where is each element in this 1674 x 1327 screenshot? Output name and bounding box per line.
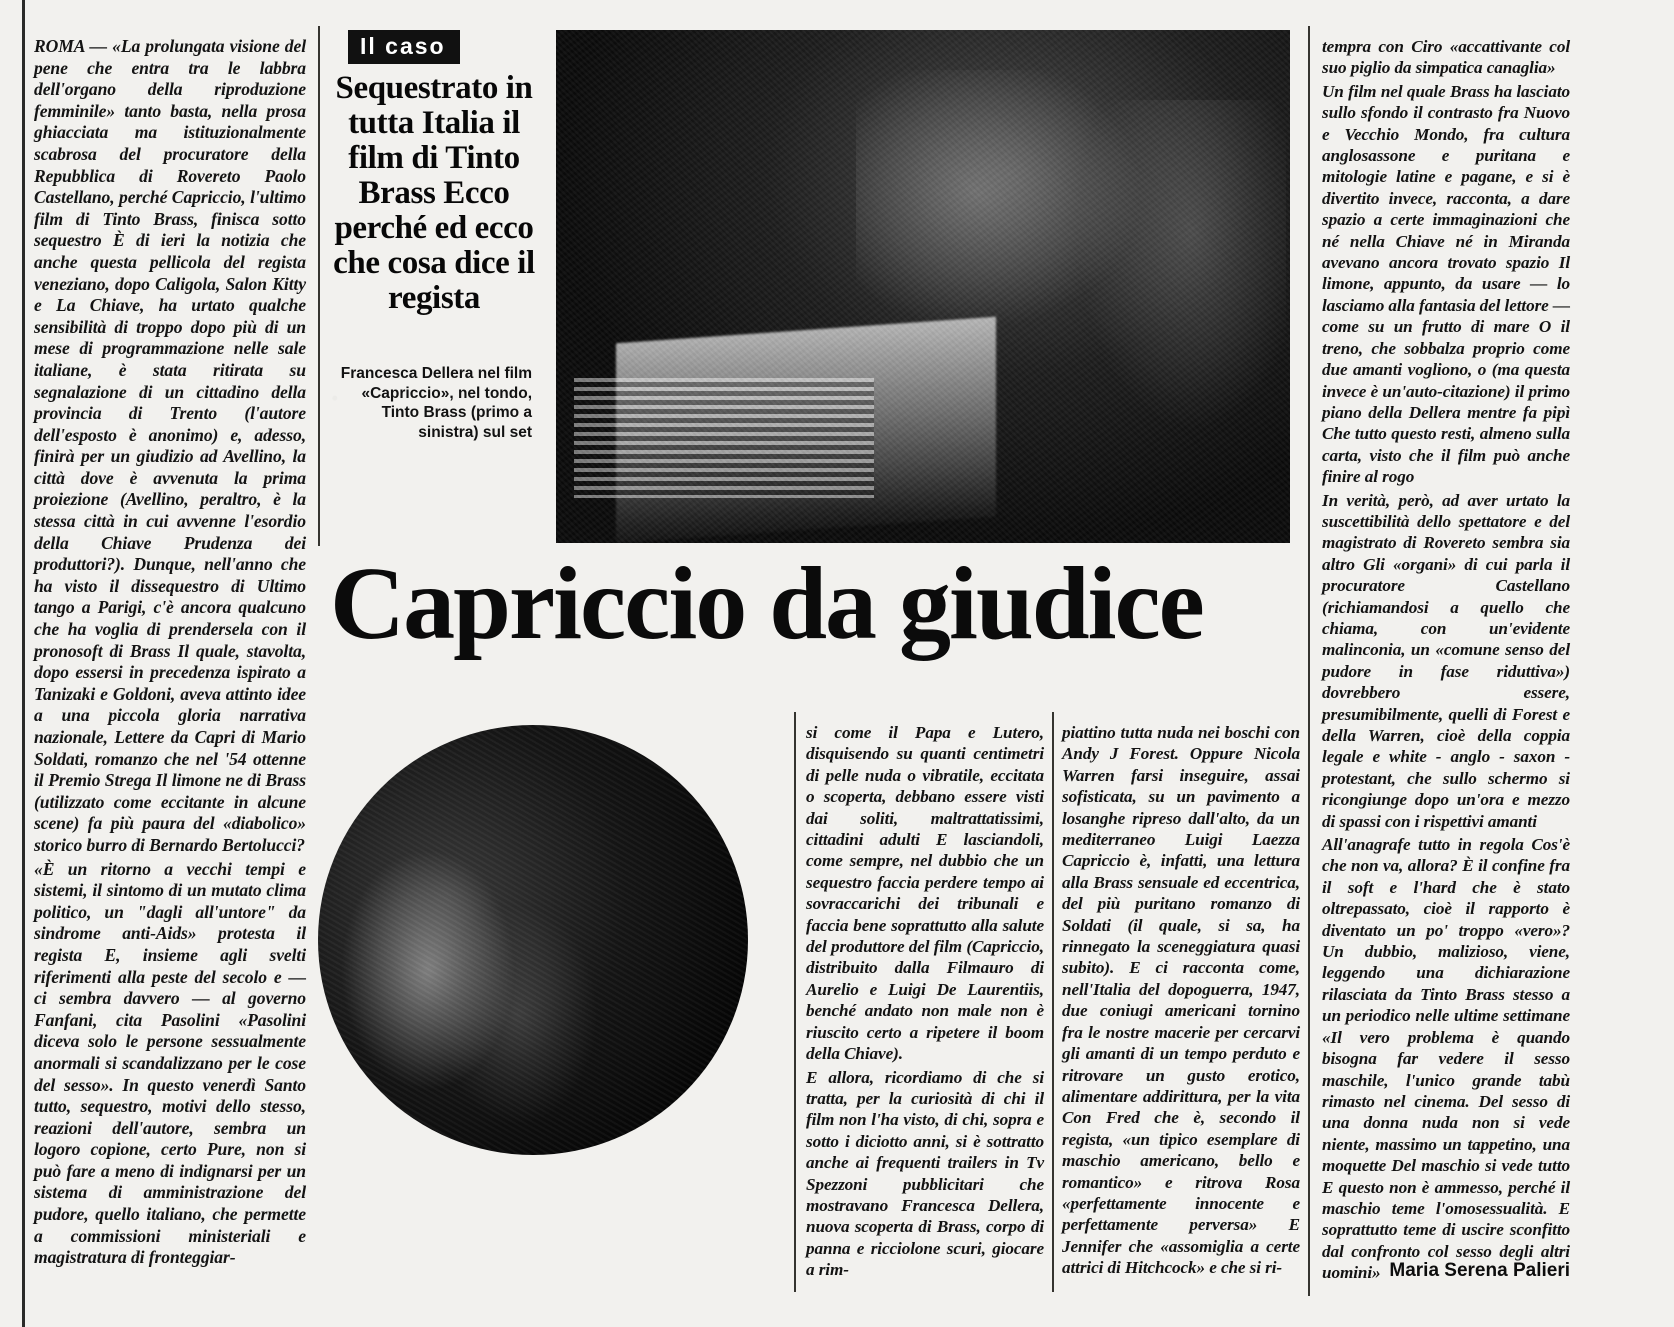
col1-paragraph-1: ROMA — «La prolungata visione del pene che entra tra le labbra dell'organo della riproduzione femminile» tanto basta, nella prosa ghiacciata ma istituzionalmente scabrosa del procuratore della Repubblica di Rovereto Paolo Castellano, perché Capriccio, l'ultimo film di Tinto Brass, finisca sotto sequestro È di ieri la notizia che anche questa pellicola del regista veneziano, dopo Caligola, Salon Kitty e La Chiave, ha urtato qualche sensibilità di troppo dopo più di un mese di programmazione nelle sale italiane, è stata ritirata su segnalazione di un cittadino della provincia di Trento (l'autore dell'esposto è anonimo) e, adesso, finirà per un giudizio ad Avellino, la città dove è avvenuta la prima proiezione (Avellino, peraltro, è la stessa città in cui avvenne l'esordio della Chiave Prudenza dei produttori?). Dunque, nell'anno che ha visto il dissequestro di Ultimo tango a Parigi, c'è ancora qualcuno che ha voglia di prendersela con il pronosoft di Brass Il quale, stavolta, dopo essersi in precedenza ispirato a Tanizaki e Goldoni, aveva attinto idee a una piccola gloria narrativa nazionale, Lettere da Capri di Mario Soldati, romanzo che nel '54 ottenne il Premio Strega Il limone ne di Brass (utilizzato come eccitante in alcune scene) fa più paura del «diabolico» storico burro di Bernardo Bertolucci? (34, 36, 306, 855)
article-column-four (1062, 722, 1300, 1287)
column-divider-1 (318, 26, 320, 546)
col3-paragraph-2: E allora, ricordiamo di che si tratta, per la curiosità di chi il film non l'ha visto, di chi, sopra e sotto i diciotto anni, si è sottratto anche ai frequenti trailers in Tv Spezzoni pubblicitari che mostravano Francesca Dellera, nuova scoperta di Brass, corpo di panna e ricciolone scuri, giocare a rim- (806, 1067, 1044, 1280)
photo-caption: Francesca Dellera nel film «Capriccio», nel tondo, Tinto Brass (primo a sinistra) sul set (340, 365, 532, 441)
column-divider-3 (794, 712, 796, 1292)
photo-grain-overlay (556, 30, 1290, 543)
column-divider-4 (1052, 712, 1054, 1292)
round-photo-grain-overlay (318, 725, 748, 1155)
col3-paragraph-1: si come il Papa e Lutero, disquisendo su quanti centimetri di pelle nuda o vibratile, eccitata o scoperta, debbano essere visti dai soliti, maltrattatissimi, cittadini adulti E lasciandoli, come sempre, nel dubbio che un sequestro faccia perdere tempo ai sovraccarichi dei tribunali e faccia bene soprattutto alla salute del produttore del film (Capriccio, distribuito dalla Filmauro di Aurelio e Luigi De Laurentiis, benché andato non male non è riuscito certo a ripetere il boom della Chiave). (806, 723, 1044, 1064)
col4-paragraph-1: piattino tutta nuda nei boschi con Andy J Forest. Oppure Nicola Warren farsi inseguire, assai sofisticata, su un pavimento a losanghe ripreso dall'alto, da un mediterraneo Luigi Laezza Capriccio è, infatti, una lettura alla Brass sensuale ed eccentrica, del più puritano romanzo di Soldati (il quale, si sa, ha rinnegato la sceneggiatura quasi subito). E ci racconta come, nell'Italia del dopoguerra, 1947, due coniugi americani tornino fra le nostre macerie per cercarvi gli amanti di un tempo perduto e ritrovare un gusto erotico, alimentare addirittura, per la vita Con Fred che è, secondo il regista, «un tipico esemplare di maschio americano, bello e romantico» e ritrova Rosa «perfettamente innocente e perfettamente perversa» E Jennifer che «assomiglia a certe attrici di Hitchcock» e che si ri- (1062, 723, 1300, 1278)
col5-paragraph-3: In verità, però, ad aver urtato la suscettibilità dello spettatore e del magistrato di Rovereto sembra sia altro Gli «organi» di cui parla il procuratore Castellano (richiamandosi a quello che chiama, con un'evidente malinconia, un «comune senso del pudore in fase riduttiva») dovrebbero essere, presumibilmente, quelli di Forest e della Warren, cioè della coppia legale e white - anglo - saxon - protestant, che sullo schermo si ricongiunge dopo un'ora e mezzo di spassi con i rispettivi amanti (1322, 490, 1570, 831)
main-photo (556, 30, 1290, 543)
col5-paragraph-1: tempra con Ciro «accattivante col suo piglio da simpatica canaglia» (1322, 37, 1570, 78)
article-column-one (34, 36, 306, 1286)
article-column-three (806, 722, 1044, 1287)
article-byline: Maria Serena Palieri (1389, 1260, 1570, 1281)
kicker-label: Il caso (348, 30, 460, 64)
inset-round-photo (318, 725, 748, 1155)
page-left-rule (22, 0, 25, 1327)
caso-block (330, 30, 538, 442)
col5-paragraph-4: All'anagrafe tutto in regola Cos'è che non va, allora? È il confine fra il soft e l'hard che è stato oltrepassato, cioè il rapporto è diventato un po' troppo «vero»? Un dubbio, malizioso, viene, leggendo una dichiarazione rilasciata da Tinto Brass stesso a un periodico nelle ultime settimane «Il vero problema è quando bisogna far vedere il sesso maschile, l'unico grande tabù rimasto nel cinema. Del sesso di una donna nuda non si vede niente, massimo un tappetino, una moquette Del maschio si vede tutto E questo non è ammesso, perché il maschio teme l'omosessualità. E soprattutto teme di uscire sconfitto dal confronto col sesso degli altri uomini» (1322, 835, 1570, 1283)
col1-paragraph-2: «È un ritorno a vecchi tempi e sistemi, il sintomo di un mutato clima politico, un "dagli all'untore" da sindrome anti-Aids» protesta il regista E, insieme agli svelti riferimenti alla peste del secolo e — ci sembra davvero — al governo Fanfani, cita Pasolini «Pasolini diceva solo le persone sessualmente anormali si scandalizzano per le cose del sesso». In questo venerdì Santo tutto, sequestro, motivi dello stesso, reazioni dell'autore, sembra un logoro copione, certo Pure, non si può fare a meno di indignarsi per un sistema di amministrazione del pudore, quello italiano, che permette a commissioni ministeriali e magistratura di fronteggiar- (34, 858, 306, 1268)
page-title: Capriccio da giudice (330, 546, 1203, 661)
deck-headline: Sequestrato in tutta Italia il film di Tinto Brass Ecco perché ed ecco che cosa dice il regista (333, 70, 535, 316)
col5-paragraph-2: Un film nel quale Brass ha lasciato sullo sfondo il contrasto fra Nuovo e Vecchio Mondo, fra cultura anglosassone e puritana e mitologie latine e pagane, e si è divertito invece, racconta, a dare spazio a certe immaginazioni che né nella Chiave né in Miranda avevano ancora trovato spazio Il limone, appunto, da usare — lo lasciamo alla fantasia del lettore — come su un frutto di mare O il treno, che sobbalza proprio come due amanti vogliono, o (ma questa invece è un'auto-citazione) il primo piano della Dellera mentre fa pipì Che tutto questo resti, almeno sulla carta, visto che il film può anche finire al rogo (1322, 81, 1570, 487)
column-divider-2 (1308, 26, 1310, 1296)
